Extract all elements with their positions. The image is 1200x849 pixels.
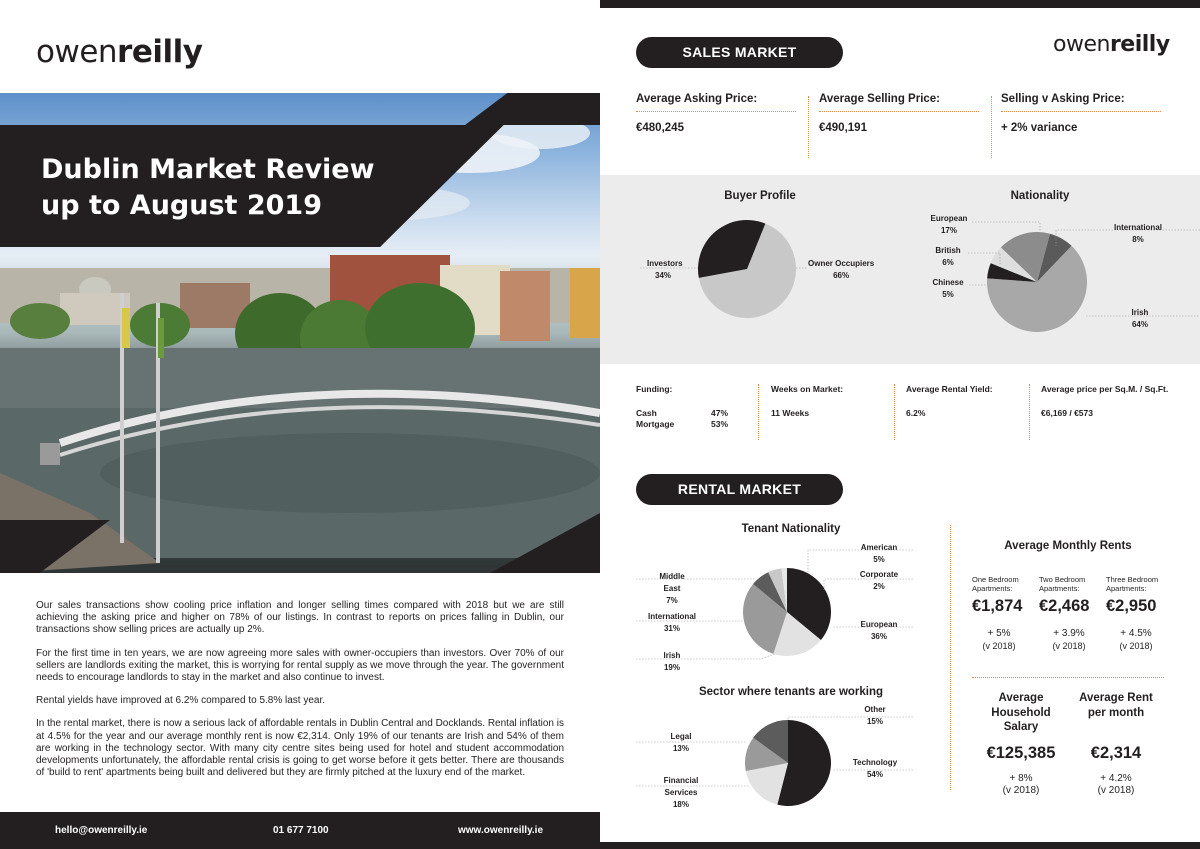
pie-label-irish: Irish 64%	[1131, 308, 1149, 329]
paragraph: In the rental market, there is now a serious lack of affordable rentals in Dublin Central and Docklands. Rental inflation is at 4.5% for the year and our average monthly rent is now €2,314. Only 19% of our tenants are Irish and 54% of them are working in the technology sector. With many city centre sites being used for hotel and student accommodation developments unfortunately, the affordable rental crisis is going to get worse before it gets better. There are thousands of 'build to rent' apartments being built and delivered but they are firmly pitched at the luxury end of the market.	[36, 718, 564, 779]
footer-email-link[interactable]: hello@owenreilly.ie	[55, 825, 148, 836]
weeks-label: Weeks on Market:	[771, 384, 844, 394]
pie-label-technology: Technology 54%	[852, 758, 898, 779]
avg-household-salary-title: Average Household Salary	[991, 692, 1051, 733]
buyer-profile-title: Buyer Profile	[724, 190, 796, 202]
yield-label: Average Rental Yield:	[906, 384, 993, 394]
pie-label-legal: Legal 13%	[670, 732, 692, 753]
page-title	[41, 152, 375, 224]
pie-label-european: European 36%	[860, 620, 898, 641]
leader-line	[788, 717, 913, 720]
apt-type-two-bed: Two Bedroom Apartments:	[1039, 575, 1086, 593]
funding-label: Funding:	[636, 384, 673, 394]
rental-market-heading: RENTAL MARKET	[636, 474, 843, 505]
household-salary-change: + 8% (v 2018)	[1002, 773, 1040, 796]
ppsqm-label: Average price per Sq.M. / Sq.Ft.	[1041, 384, 1169, 394]
pie-label-international: International 31%	[647, 612, 696, 633]
divider	[950, 525, 951, 790]
apt-value-one-bed: €1,874	[972, 597, 1023, 615]
apt-value-three-bed: €2,950	[1106, 597, 1157, 615]
weeks-value: 11 Weeks	[771, 408, 810, 418]
pie-label-middle-east: Middle East 7%	[659, 572, 685, 605]
right-page	[600, 0, 1200, 849]
pie-label-international: International 8%	[1113, 223, 1162, 244]
pie-label-other: Other 15%	[864, 705, 886, 726]
sva-label: Selling v Asking Price:	[1001, 93, 1125, 105]
avg-asking-value: €480,245	[636, 122, 684, 134]
avg-selling-value: €490,191	[819, 122, 867, 134]
pie-label-corporate: Corporate 2%	[859, 570, 899, 591]
rent-per-month-value: €2,314	[1090, 744, 1142, 762]
paragraph: Our sales transactions show cooling price inflation and longer selling times compared with 2018 but we are still achieving the asking price and higher on 78% of our listings. In contrast to reports on prices falling in Dublin, our transactions show selling prices are actually up 2%.	[36, 600, 564, 636]
pie-label-owner-occupiers: Owner Occupiers 66%	[808, 259, 875, 280]
sales-market-heading: SALES MARKET	[636, 37, 843, 68]
pie-label-european: European 17%	[930, 214, 968, 235]
paragraph: For the first time in ten years, we are now agreeing more sales with owner-occupiers than investors. Over 70% of our sellers are landlords exiting the market, this is worrying for rental supply as we move through the year. The government needs to encourage landlords to stay in the market and also continue to invest.	[36, 647, 564, 684]
apt-change-one-bed: + 5% (v 2018)	[982, 628, 1016, 651]
pie-label-irish: Irish 19%	[663, 651, 681, 672]
apt-type-one-bed: One Bedroom Apartments:	[972, 575, 1019, 593]
yield-value: 6.2%	[906, 408, 926, 418]
title-line-2: up to August 2019	[41, 190, 322, 221]
ppsqm-value: €6,169 / €573	[1041, 408, 1093, 418]
household-salary-value: €125,385	[986, 744, 1056, 762]
bottom-bar	[600, 842, 1200, 849]
footer-phone[interactable]: 01 677 7100	[273, 825, 329, 836]
pie-label-financial-services: Financial Services 18%	[663, 776, 699, 809]
review-body	[36, 600, 564, 790]
footer-website-link[interactable]: www.owenreilly.ie	[458, 825, 544, 836]
avg-monthly-rents-title: Average Monthly Rents	[1004, 540, 1132, 552]
owenreilly-logo: owenreilly	[1053, 32, 1170, 57]
rent-per-month-change: + 4.2% (v 2018)	[1097, 773, 1135, 796]
pie-label-british: British 6%	[935, 246, 961, 267]
divider	[972, 677, 1164, 678]
apt-type-three-bed: Three Bedroom Apartments:	[1106, 575, 1159, 593]
leader-line	[636, 654, 775, 659]
paragraph: Rental yields have improved at 6.2% compared to 5.8% last year.	[36, 695, 326, 707]
pie-label-american: American 5%	[860, 543, 898, 564]
rental-charts	[600, 0, 1200, 849]
apt-change-three-bed: + 4.5% (v 2018)	[1119, 628, 1153, 651]
apt-change-two-bed: + 3.9% (v 2018)	[1052, 628, 1086, 651]
title-line-1: Dublin Market Review	[41, 154, 375, 185]
funding-mortgage-row: Mortgage 53%	[636, 419, 728, 429]
pie-label-investors: Investors 34%	[647, 259, 683, 280]
pie-label-chinese: Chinese 5%	[932, 278, 964, 299]
sva-value: + 2% variance	[1001, 122, 1078, 134]
avg-selling-label: Average Selling Price:	[819, 93, 941, 105]
funding-cash-row: Cash 47%	[636, 408, 728, 418]
avg-asking-label: Average Asking Price:	[636, 93, 758, 105]
owenreilly-logo: owenreilly	[36, 34, 203, 70]
sector-title: Sector where tenants are working	[698, 686, 884, 698]
tenant-nationality-title: Tenant Nationality	[741, 523, 841, 535]
avg-rent-per-month-title: Average Rent per month	[1079, 692, 1153, 719]
nationality-title: Nationality	[1010, 190, 1070, 202]
leader-line	[808, 550, 913, 572]
leader-line	[824, 579, 913, 590]
apt-value-two-bed: €2,468	[1039, 597, 1090, 615]
